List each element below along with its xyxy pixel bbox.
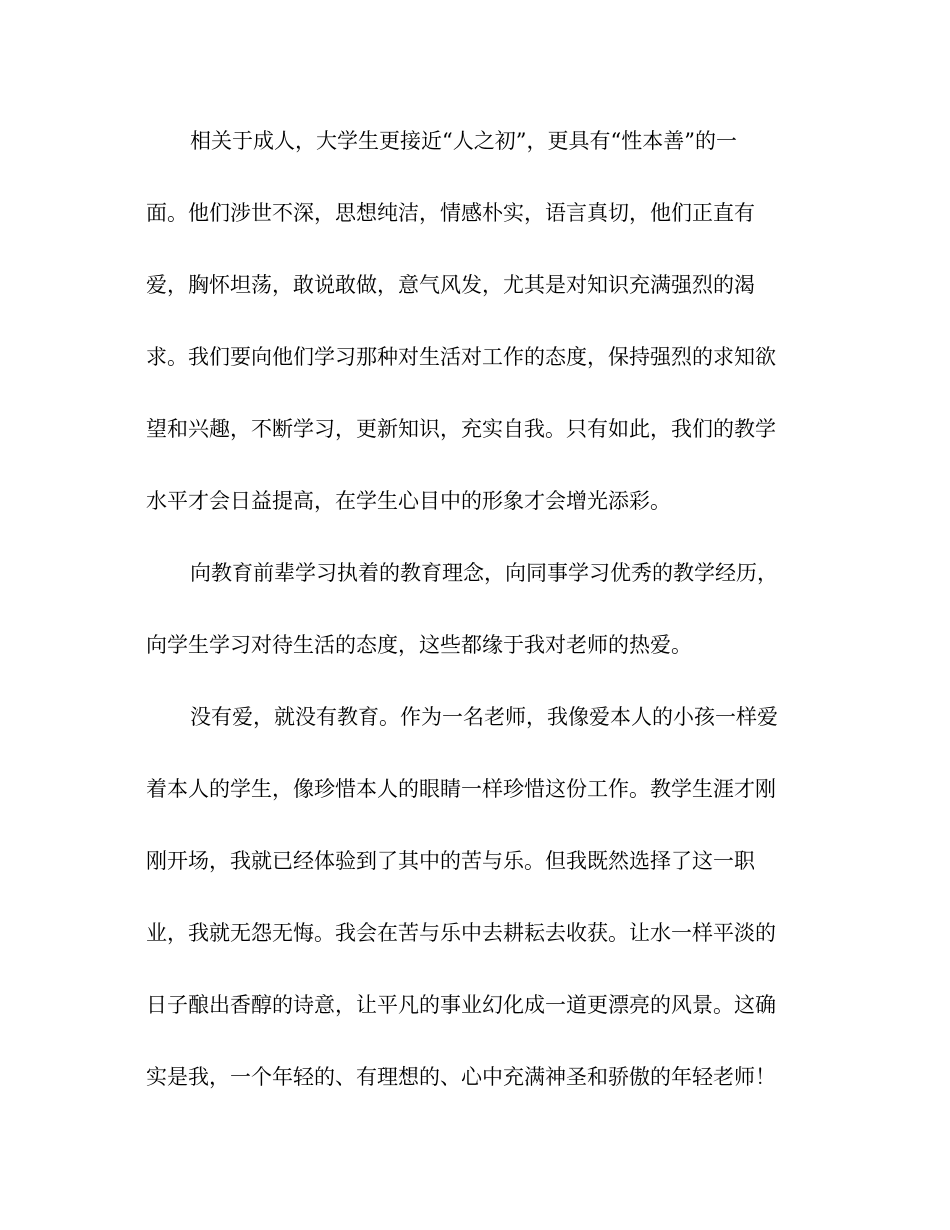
paragraph-1-line-1: 相关于成人，大学生更接近“人之初”，更具有“性本善”的一 bbox=[190, 129, 737, 153]
paragraph-3-line-1: 没有爱，就没有教育。作为一名老师，我像爱本人的小孩一样爱 bbox=[190, 705, 778, 729]
paragraph-1-line-2: 面。他们涉世不深，思想纯洁，情感朴实，语言真切，他们正直有 bbox=[146, 201, 755, 225]
paragraph-1-line-4: 求。我们要向他们学习那种对生活对工作的态度，保持强烈的求知欲 bbox=[146, 345, 776, 369]
paragraph-3-line-3: 刚开场，我就已经体验到了其中的苦与乐。但我既然选择了这一职 bbox=[146, 849, 755, 873]
paragraph-3-line-6: 实是我，一个年轻的、有理想的、心中充满神圣和骄傲的年轻老师！ bbox=[146, 1065, 776, 1089]
paragraph-1-line-5: 望和兴趣，不断学习，更新知识，充实自我。只有如此，我们的教学 bbox=[146, 417, 776, 441]
paragraph-3-line-2: 着本人的学生，像珍惜本人的眼睛一样珍惜这份工作。教学生涯才刚 bbox=[146, 777, 776, 801]
paragraph-2-line-1: 向教育前辈学习执着的教育理念，向同事学习优秀的教学经历， bbox=[190, 561, 778, 585]
paragraph-2-line-2: 向学生学习对待生活的态度，这些都缘于我对老师的热爱。 bbox=[146, 633, 692, 657]
paragraph-3-line-4: 业，我就无怨无悔。我会在苦与乐中去耕耘去收获。让水一样平淡的 bbox=[146, 921, 776, 945]
paragraph-1-line-3: 爱，胸怀坦荡，敢说敢做，意气风发，尤其是对知识充满强烈的渴 bbox=[146, 273, 755, 297]
paragraph-1-line-6: 水平才会日益提高，在学生心目中的形象才会增光添彩。 bbox=[146, 489, 671, 513]
document-body bbox=[146, 117, 806, 1125]
paragraph-3-line-5: 日子酿出香醇的诗意，让平凡的事业幻化成一道更漂亮的风景。这确 bbox=[146, 993, 776, 1017]
